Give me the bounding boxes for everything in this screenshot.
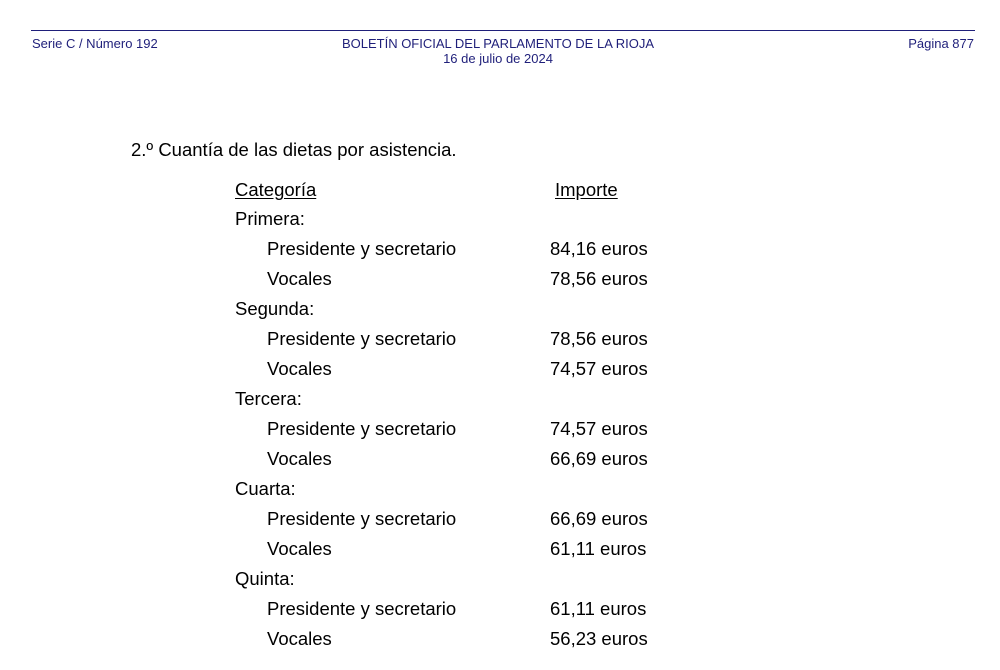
amount-value: 61,11 euros xyxy=(550,598,647,619)
amount-value: 66,69 euros xyxy=(550,508,648,529)
role-label: Vocales xyxy=(267,538,332,559)
amount-value: 78,56 euros xyxy=(550,328,648,349)
category-name: Tercera: xyxy=(235,388,302,409)
category-block xyxy=(235,208,735,298)
table-row xyxy=(235,598,735,628)
table-row xyxy=(235,508,735,538)
category-block xyxy=(235,388,735,478)
category-block xyxy=(235,568,735,658)
table-row xyxy=(235,328,735,358)
amount-value: 56,23 euros xyxy=(550,628,648,649)
role-label: Vocales xyxy=(267,448,332,469)
table-row xyxy=(235,448,735,478)
allowance-table xyxy=(235,208,735,658)
table-row xyxy=(235,238,735,268)
amount-value: 66,69 euros xyxy=(550,448,648,469)
table-row xyxy=(235,358,735,388)
role-label: Vocales xyxy=(267,628,332,649)
amount-value: 61,11 euros xyxy=(550,538,647,559)
amount-value: 84,16 euros xyxy=(550,238,648,259)
category-name: Quinta: xyxy=(235,568,295,589)
column-header-amount: Importe xyxy=(555,179,618,200)
amount-value: 74,57 euros xyxy=(550,418,648,439)
role-label: Vocales xyxy=(267,358,332,379)
bulletin-date: 16 de julio de 2024 xyxy=(443,51,553,66)
category-block xyxy=(235,298,735,388)
amount-value: 74,57 euros xyxy=(550,358,648,379)
section-title: 2.º Cuantía de las dietas por asistencia. xyxy=(131,139,457,160)
page-number: Página 877 xyxy=(908,36,974,51)
table-row xyxy=(235,268,735,298)
amount-value: 78,56 euros xyxy=(550,268,648,289)
category-name: Cuarta: xyxy=(235,478,296,499)
role-label: Vocales xyxy=(267,268,332,289)
role-label: Presidente y secretario xyxy=(267,598,457,619)
bulletin-heading xyxy=(250,36,746,66)
role-label: Presidente y secretario xyxy=(267,238,457,259)
bulletin-title: BOLETÍN OFICIAL DEL PARLAMENTO DE LA RIOJA xyxy=(341,36,655,51)
header-rule xyxy=(31,30,975,31)
series-number: Serie C / Número 192 xyxy=(32,36,158,51)
role-label: Presidente y secretario xyxy=(267,328,457,349)
table-row xyxy=(235,628,735,658)
table-row xyxy=(235,538,735,568)
category-name: Segunda: xyxy=(235,298,315,319)
category-name: Primera: xyxy=(235,208,305,229)
table-row xyxy=(235,418,735,448)
category-block xyxy=(235,478,735,568)
column-header-category: Categoría xyxy=(235,179,317,200)
role-label: Presidente y secretario xyxy=(267,508,457,529)
role-label: Presidente y secretario xyxy=(267,418,457,439)
